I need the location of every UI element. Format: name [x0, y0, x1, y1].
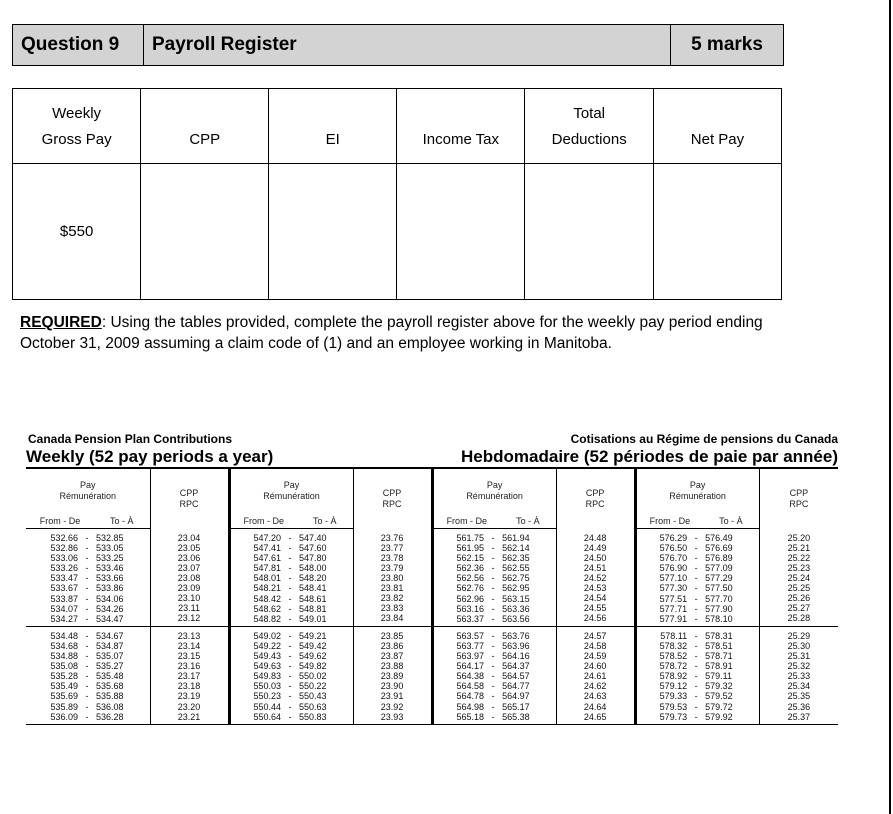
from-header-4: From - De: [635, 513, 703, 529]
cpp-values: 23.04 23.05 23.06 23.07 23.08 23.09 23.10 23.11 23.12: [150, 529, 229, 627]
cpp-values: 23.13 23.14 23.15 23.16 23.17 23.18 23.19 23.20 23.21: [150, 626, 229, 724]
pay-header-3: Pay Rémunération: [466, 480, 523, 501]
cpp-rate-header-4: CPP RPC: [759, 469, 838, 529]
dash-values: - - - - - - - - -: [283, 626, 297, 724]
cpp-group-row-2: [26, 626, 838, 724]
dash-values: - - - - - - - - -: [486, 529, 500, 627]
from-header-1: From - De: [26, 513, 94, 529]
cell-gross-pay: $550: [13, 164, 141, 300]
from-values: 563.57 563.77 563.97 564.17 564.38 564.58 564.78 564.98 565.18: [432, 626, 486, 724]
cell-income-tax[interactable]: [397, 164, 525, 300]
cpp-values: 23.85 23.86 23.87 23.88 23.89 23.90 23.91 23.92 23.93: [353, 626, 432, 724]
to-values: 534.67 534.87 535.07 535.27 535.48 535.68 535.88 536.08 536.28: [94, 626, 150, 724]
dash-values: - - - - - - - - -: [689, 529, 703, 627]
to-header-1: To - À: [94, 513, 150, 529]
from-values: 534.48 534.68 534.88 535.08 535.28 535.49 535.69 535.89 536.09: [26, 626, 80, 724]
cpp-title-en: Canada Pension Plan Contributions: [28, 432, 233, 446]
payroll-register-table: [12, 88, 782, 300]
cpp-values: 24.57 24.58 24.59 24.60 24.61 24.62 24.63 24.64 24.65: [556, 626, 635, 724]
cpp-rate-header-3: CPP RPC: [556, 469, 635, 529]
dash-values: - - - - - - - - -: [80, 529, 94, 627]
to-values: 532.85 533.05 533.25 533.46 533.66 533.86 534.06 534.26 534.47: [94, 529, 150, 627]
from-values: 532.66 532.86 533.06 533.26 533.47 533.67 533.87 534.07 534.27: [26, 529, 80, 627]
dash-values: - - - - - - - - -: [283, 529, 297, 627]
from-values: 578.11 578.32 578.52 578.72 578.92 579.12 579.33 579.53 579.73: [635, 626, 689, 724]
right-border-rule: [889, 0, 891, 814]
required-instructions: [20, 312, 800, 354]
question-header-bar: [12, 24, 784, 66]
cpp-subtitle-fr: Hebdomadaire (52 périodes de paie par année): [461, 447, 838, 466]
from-header-3: From - De: [432, 513, 500, 529]
dash-values: - - - - - - - - -: [486, 626, 500, 724]
to-values: 547.40 547.60 547.80 548.00 548.20 548.41 548.61 548.81 549.01: [297, 529, 353, 627]
cpp-title-fr: Cotisations au Régime de pensions du Canada: [570, 432, 838, 446]
pay-header-1: Pay Rémunération: [59, 480, 117, 501]
question-marks: 5 marks: [671, 25, 784, 66]
cpp-values: 25.20 25.21 25.22 25.23 25.24 25.25 25.26 25.27 25.28: [759, 529, 838, 627]
required-text: : Using the tables provided, complete the payroll register above for the weekly pay period ending October 31, 2009 assuming a claim code of (1) and an employee working in Manitoba.: [20, 314, 763, 352]
pay-header-4: Pay Rémunération: [669, 480, 726, 501]
cell-total-deductions[interactable]: [525, 164, 653, 300]
question-number: Question 9: [13, 25, 144, 66]
question-title: Payroll Register: [144, 25, 671, 66]
header-weekly-gross-pay: Weekly Gross Pay: [13, 89, 141, 164]
cell-ei[interactable]: [269, 164, 397, 300]
from-header-2: From - De: [229, 513, 297, 529]
header-net-pay: Net Pay: [653, 89, 781, 164]
to-values: 561.94 562.14 562.35 562.55 562.75 562.95 563.15 563.36 563.56: [500, 529, 556, 627]
to-header-3: To - À: [500, 513, 556, 529]
cpp-subtitle-en: Weekly (52 pay periods a year): [26, 447, 274, 466]
cpp-values: 25.29 25.30 25.31 25.32 25.33 25.34 25.35 25.36 25.37: [759, 626, 838, 724]
from-values: 549.02 549.22 549.43 549.63 549.83 550.03 550.23 550.44 550.64: [229, 626, 283, 724]
required-label: REQUIRED: [20, 314, 102, 331]
to-header-2: To - À: [297, 513, 353, 529]
cpp-group-row-1: [26, 529, 838, 627]
header-total-deductions: Total Deductions: [525, 89, 653, 164]
pay-header-2: Pay Rémunération: [263, 480, 320, 501]
to-values: 563.76 563.96 564.16 564.37 564.57 564.77 564.97 565.17 565.38: [500, 626, 556, 724]
header-ei: EI: [269, 89, 397, 164]
to-values: 576.49 576.69 576.89 577.09 577.29 577.50 577.70 577.90 578.10: [703, 529, 759, 627]
from-values: 576.29 576.50 576.70 576.90 577.10 577.30 577.51 577.71 577.91: [635, 529, 689, 627]
to-header-4: To - À: [703, 513, 759, 529]
cpp-values: 24.48 24.49 24.50 24.51 24.52 24.53 24.54 24.55 24.56: [556, 529, 635, 627]
to-values: 578.31 578.51 578.71 578.91 579.11 579.32 579.52 579.72 579.92: [703, 626, 759, 724]
from-values: 547.20 547.41 547.61 547.81 548.01 548.21 548.42 548.62 548.82: [229, 529, 283, 627]
from-values: 561.75 561.95 562.15 562.36 562.56 562.76 562.96 563.16 563.37: [432, 529, 486, 627]
cell-cpp[interactable]: [141, 164, 269, 300]
dash-values: - - - - - - - - -: [80, 626, 94, 724]
header-income-tax: Income Tax: [397, 89, 525, 164]
cpp-contribution-table: [26, 469, 838, 725]
header-cpp: CPP: [141, 89, 269, 164]
cell-net-pay[interactable]: [653, 164, 781, 300]
dash-values: - - - - - - - - -: [689, 626, 703, 724]
cpp-values: 23.76 23.77 23.78 23.79 23.80 23.81 23.82 23.83 23.84: [353, 529, 432, 627]
cpp-rate-header-1: CPP RPC: [150, 469, 229, 529]
cpp-rate-header-2: CPP RPC: [353, 469, 432, 529]
to-values: 549.21 549.42 549.62 549.82 550.02 550.22 550.43 550.63 550.83: [297, 626, 353, 724]
